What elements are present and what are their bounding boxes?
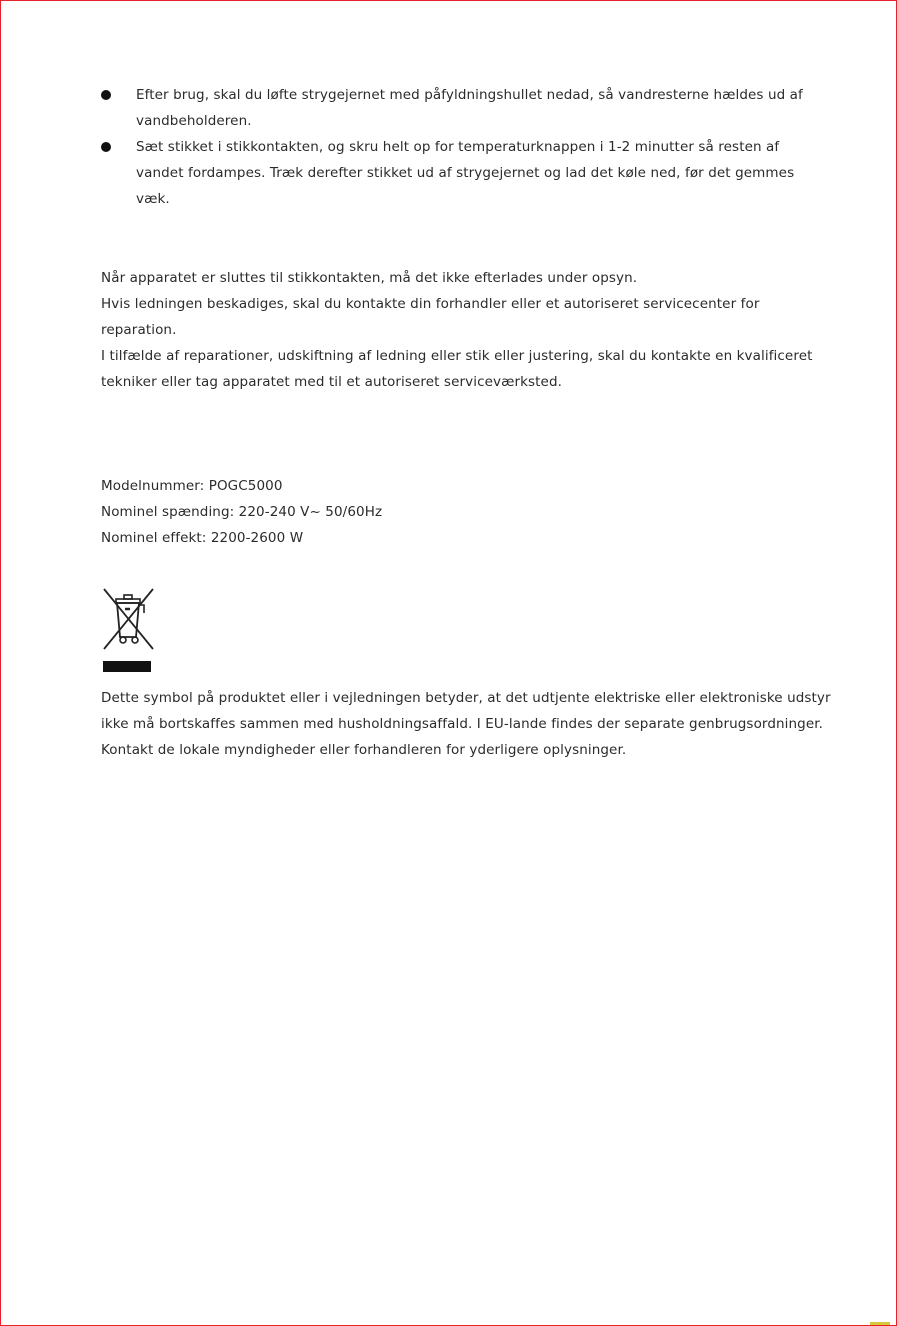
weee-underline-bar — [103, 661, 151, 672]
specifications — [101, 473, 831, 551]
spec-rated-power: Nominel effekt: 2200-2600 W — [101, 530, 304, 546]
spec-model-number: Modelnummer: POGC5000 — [101, 478, 283, 494]
warning-paragraph: Når apparatet er sluttes til stikkontakten, må det ikke efterlades under opsyn. — [101, 270, 638, 286]
warning-paragraph: Hvis ledningen beskadiges, skal du kontakte din forhandler eller et autoriseret servicecenter for reparation. — [101, 296, 760, 338]
corner-mark — [870, 1322, 890, 1325]
list-item-text: Efter brug, skal du løfte strygejernet med påfyldningshullet nedad, så vandresterne hældes ud af vandbeholderen. — [136, 87, 803, 129]
disposal-notice: Dette symbol på produktet eller i vejledningen betyder, at det udtjente elektriske eller elektroniske udstyr ikke må bortskaffes sammen med husholdningsaffald. I EU-lande findes der separate genbrugsordninger. Kontakt de lokale myndigheder eller forhandleren for yderligere oplysninger. — [101, 690, 831, 758]
page-content — [101, 82, 831, 763]
warning-paragraph: I tilfælde af reparationer, udskiftning af ledning eller stik eller justering, skal du kontakte en kvalificeret tekniker eller tag apparatet med til et autoriseret serviceværksted. — [101, 348, 813, 390]
weee-crossed-bin-icon — [101, 587, 157, 677]
bullet-icon — [101, 142, 111, 152]
bullet-icon — [101, 90, 111, 100]
safety-warnings — [101, 265, 831, 395]
list-item — [101, 82, 831, 134]
list-item — [101, 134, 831, 212]
care-instructions-list — [101, 82, 831, 212]
spec-rated-voltage: Nominel spænding: 220-240 V~ 50/60Hz — [101, 504, 383, 520]
list-item-text: Sæt stikket i stikkontakten, og skru helt op for temperaturknappen i 1-2 minutter så resten af vandet fordampes. Træk derefter stikket ud af strygejernet og lad det køle ned, før det gemmes væk. — [136, 139, 795, 207]
